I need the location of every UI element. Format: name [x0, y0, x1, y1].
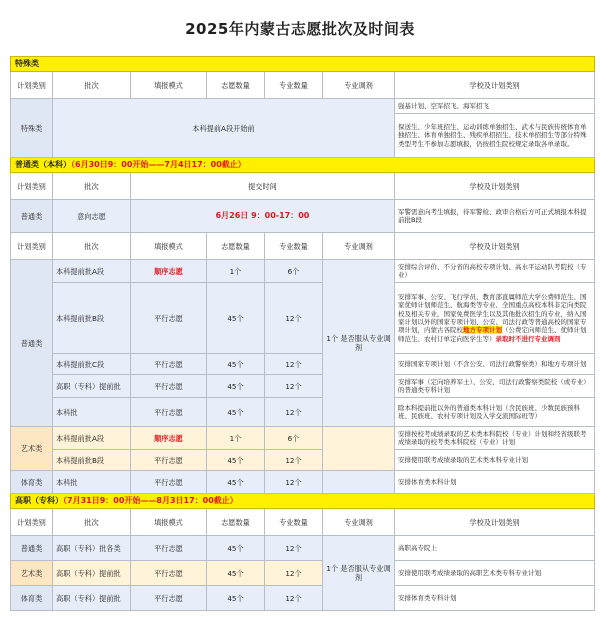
- sport-row: [11, 471, 595, 494]
- batch-name: 本科提前批A段: [53, 427, 131, 450]
- hdr-vol-count-3: 志愿数量: [207, 233, 265, 260]
- hdr-time: 提交时间: [131, 173, 395, 200]
- section-vocational-range: （7月31日9：00开始——8月3日17：00截止）: [63, 496, 238, 505]
- regular-row: [11, 375, 595, 398]
- fill-mode: 平行志愿: [131, 375, 207, 398]
- batch-name: 高职（专科）批各类: [53, 536, 131, 561]
- page-title: 2025年内蒙古志愿批次及时间表: [185, 20, 415, 38]
- hdr-schools-4: 学校及计划类别: [395, 509, 595, 536]
- major-count: 12个: [265, 375, 323, 398]
- regular-row: [11, 354, 595, 375]
- hdr-adjust-4: 专业调剂: [323, 509, 395, 536]
- regular-row: [11, 260, 595, 283]
- hdr-plan-type-4: 计划类别: [11, 509, 53, 536]
- hdr-adjust: 专业调剂: [323, 72, 395, 99]
- hdr-batch-4: 批次: [53, 509, 131, 536]
- header-row-4: [11, 509, 595, 536]
- hdr-vol-count-4: 志愿数量: [207, 509, 265, 536]
- batch-name: 高职（专科）提前批: [53, 586, 131, 611]
- hdr-major-count: 专业数量: [265, 72, 323, 99]
- hdr-plan-type-2: 计划类别: [11, 173, 53, 200]
- header-row-3: [11, 233, 595, 260]
- header-row-time: [11, 173, 595, 200]
- hdr-schools-3: 学校及计划类别: [395, 233, 595, 260]
- hdr-vol-count: 志愿数量: [207, 72, 265, 99]
- art-label: 艺术类: [11, 427, 53, 471]
- major-count: 12个: [265, 450, 323, 471]
- major-count: 12个: [265, 398, 323, 427]
- special-row: [11, 99, 595, 114]
- section-vocational-label: 高职（专科）: [15, 496, 63, 505]
- vocational-label: 艺术类: [11, 561, 53, 586]
- school-desc-note: 录取时不进行专业调剂: [495, 334, 561, 343]
- school-desc: 除本科提前批以外的普通类本科计划（含民族班、少数民族预科班、民族班、农村专项计划及入学交流国际班等）: [395, 398, 595, 427]
- fill-mode: 平行志愿: [131, 283, 207, 354]
- vol-count: 1个: [207, 260, 265, 283]
- fill-mode: 平行志愿: [131, 354, 207, 375]
- hdr-fill-mode-3: 填报模式: [131, 233, 207, 260]
- section-regular-label: 普通类（本科）: [15, 160, 71, 169]
- special-desc1: 强基计划、空军招飞、海军招飞: [395, 99, 595, 114]
- vol-count: 45个: [207, 375, 265, 398]
- regular-row: [11, 283, 595, 354]
- school-desc: [395, 283, 595, 354]
- vocational-row: [11, 586, 595, 611]
- hdr-major-count-3: 专业数量: [265, 233, 323, 260]
- hdr-plan-type-3: 计划类别: [11, 233, 53, 260]
- school-desc: 安排体育类专科计划: [395, 586, 595, 611]
- intent-time: 6月26日 9：00-17：00: [131, 200, 395, 233]
- section-special: [11, 57, 595, 72]
- major-count: 12个: [265, 536, 323, 561]
- hdr-schools-2: 学校及计划类别: [395, 173, 595, 200]
- vocational-row: [11, 536, 595, 561]
- hdr-fill-mode: 填报模式: [131, 72, 207, 99]
- hdr-batch-3: 批次: [53, 233, 131, 260]
- batch-name: 高职（专科）提前批: [53, 375, 131, 398]
- hdr-batch-2: 批次: [53, 173, 131, 200]
- regular-row: [11, 398, 595, 427]
- school-desc-part-a: 安排军事、公安、飞行学员、教育部直属师范大学公费师范生、国家优师计划师范生、航海类等专业、全国重点高校本科非定向类院校及相关专业，国家免费医学生以及其他批次招生的专业，纳入国家计划以外的国家专项计划、公安、司法行政等普通高校的国家专项计划，内蒙古各院校: [398, 292, 587, 335]
- fill-mode: 平行志愿: [131, 398, 207, 427]
- hdr-major-count-4: 专业数量: [265, 509, 323, 536]
- fill-mode: 顺序志愿: [131, 260, 207, 283]
- art-row: [11, 427, 595, 450]
- major-count: 12个: [265, 586, 323, 611]
- batch-name: 本科提前批B段: [53, 450, 131, 471]
- fill-mode: 平行志愿: [131, 561, 207, 586]
- intent-row: [11, 200, 595, 233]
- art-row: [11, 450, 595, 471]
- major-count: 6个: [265, 427, 323, 450]
- fill-mode: 平行志愿: [131, 536, 207, 561]
- major-count: 12个: [265, 283, 323, 354]
- vol-count: 45个: [207, 450, 265, 471]
- special-desc2: 保送生、少年班招生、运动训练单独招生、武术与民族传统体育单独招生、体育单独招生、残疾单招招生、技术单招招生等部分特殊类型考生不参加志愿填报，仍按招生院校规定录取各单录取。: [395, 114, 595, 158]
- school-desc: 安排使用联考成绩录取的高职艺术类专科专业计划: [395, 561, 595, 586]
- regular-adjust: 1个 是否服从专业调剂: [323, 260, 395, 427]
- batch-name: 本科提前批C段: [53, 354, 131, 375]
- vol-count: 1个: [207, 427, 265, 450]
- batch-name: 本科批: [53, 471, 131, 494]
- major-count: 12个: [265, 354, 323, 375]
- section-regular-range: （6月30日9：00开始——7月4日17：00截止）: [71, 160, 246, 169]
- hdr-plan-type: 计划类别: [11, 72, 53, 99]
- fill-mode: 顺序志愿: [131, 427, 207, 450]
- intent-batch: 意向志愿: [53, 200, 131, 233]
- section-vocational: [11, 494, 595, 509]
- batch-name: 高职（专科）提前批: [53, 561, 131, 586]
- hdr-adjust-3: 专业调剂: [323, 233, 395, 260]
- school-desc: 安排国家专项计划（不含公安、司法行政警察类）和地方专项计划: [395, 354, 595, 375]
- special-label: 特殊类: [11, 99, 53, 158]
- schedule-table: [10, 56, 595, 611]
- hdr-schools: 学校及计划类别: [395, 72, 595, 99]
- vocational-row: [11, 561, 595, 586]
- batch-name: 本科批: [53, 398, 131, 427]
- intent-desc: 军警需意向考生填报，待军警检、政审合格后方可正式填报本科提前批B段: [395, 200, 595, 233]
- vol-count: 45个: [207, 561, 265, 586]
- batch-name: 本科提前批B段: [53, 283, 131, 354]
- section-regular: [11, 158, 595, 173]
- section-special-label: 特殊类: [11, 57, 595, 72]
- major-count: 6个: [265, 260, 323, 283]
- school-desc: 安排体育类本科计划: [395, 471, 595, 494]
- hdr-batch: 批次: [53, 72, 131, 99]
- fill-mode: 平行志愿: [131, 450, 207, 471]
- school-desc: 安排按校考成绩录取的艺术类本科院校（专业）计划和经省级联考成绩录取的校考类本科院校（专业）计划: [395, 427, 595, 450]
- vocational-label: 普通类: [11, 536, 53, 561]
- special-main: 本科提前A段开始前: [53, 99, 395, 158]
- school-desc: 安排军事（定向培养军士）、公安、司法行政警察类院校（或专业）的普通类专科计划: [395, 375, 595, 398]
- vol-count: 45个: [207, 536, 265, 561]
- vol-count: 45个: [207, 354, 265, 375]
- vol-count: 45个: [207, 283, 265, 354]
- major-count: 12个: [265, 561, 323, 586]
- school-desc-highlight: 地方专项计划: [463, 326, 502, 335]
- vocational-label: 体育类: [11, 586, 53, 611]
- vol-count: 45个: [207, 586, 265, 611]
- school-desc: 安排使用联考成绩录取的艺术类本科专业计划: [395, 450, 595, 471]
- hdr-fill-mode-4: 填报模式: [131, 509, 207, 536]
- vocational-adjust: 1个 是否服从专业调剂: [323, 536, 395, 611]
- school-desc-part-b: （公费定向师范生、优师计划师范生、农村订单定向医学生等）: [398, 326, 587, 343]
- regular-group-label: 普通类: [11, 260, 53, 427]
- school-desc: 高职高专院上: [395, 536, 595, 561]
- fill-mode: 平行志愿: [131, 586, 207, 611]
- header-row: [11, 72, 595, 99]
- sport-label: 体育类: [11, 471, 53, 494]
- vol-count: 45个: [207, 471, 265, 494]
- school-desc: 安排综合评价、不分省的高校专项计划、高水平运动队考院校（专业）: [395, 260, 595, 283]
- major-count: 12个: [265, 471, 323, 494]
- batch-name: 本科提前批A段: [53, 260, 131, 283]
- intent-label: 普通类: [11, 200, 53, 233]
- fill-mode: 平行志愿: [131, 471, 207, 494]
- vol-count: 45个: [207, 398, 265, 427]
